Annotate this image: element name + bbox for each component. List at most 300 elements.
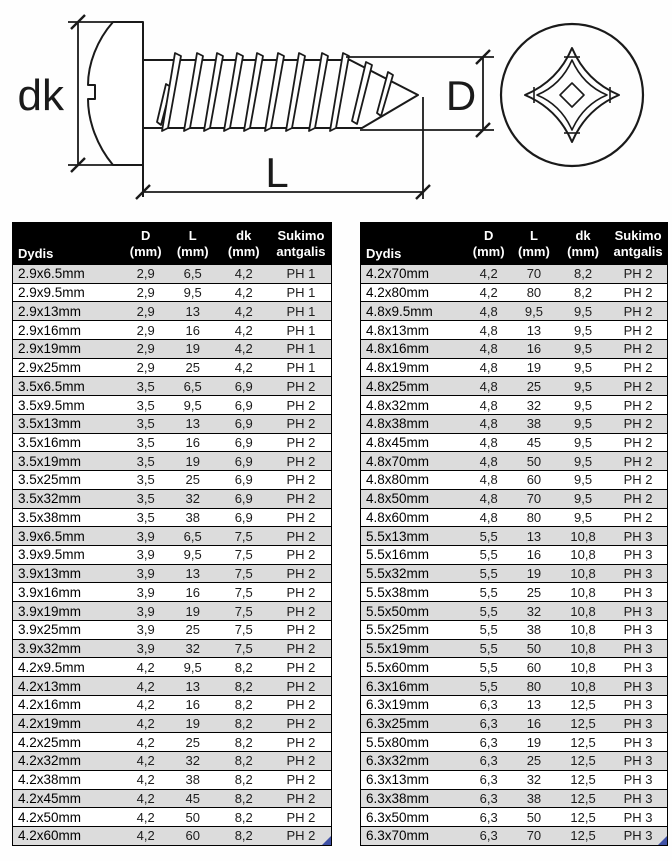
size-cell: 3.5x19mm [13, 452, 123, 471]
d-dimension-label: D [445, 72, 477, 119]
l-cell: 38 [169, 770, 217, 789]
drive-cell: PH 2 [609, 265, 667, 284]
table-row [361, 339, 668, 358]
size-cell: 4.2x16mm [13, 695, 123, 714]
l-cell: 50 [511, 808, 557, 827]
d-cell: 2,9 [123, 358, 169, 377]
table-row [361, 302, 668, 321]
table-row [13, 489, 332, 508]
l-cell: 16 [169, 695, 217, 714]
l-cell: 6,5 [169, 527, 217, 546]
table-row [361, 471, 668, 490]
col-header-d-line1: D [483, 227, 494, 243]
table-row [13, 620, 332, 639]
l-cell: 32 [511, 770, 557, 789]
l-cell: 19 [511, 564, 557, 583]
l-cell: 25 [169, 620, 217, 639]
size-cell: 3.9x16mm [13, 583, 123, 602]
drive-cell: PH 3 [609, 770, 667, 789]
drive-cell: PH 2 [271, 602, 332, 621]
drive-cell: PH 3 [609, 564, 667, 583]
dk-cell: 12,5 [557, 808, 609, 827]
col-header-size: Dydis [361, 223, 467, 265]
l-cell: 38 [511, 620, 557, 639]
l-cell: 13 [169, 564, 217, 583]
drive-cell: PH 2 [271, 546, 332, 565]
d-cell: 5,5 [466, 546, 511, 565]
size-cell: 6.3x70mm [361, 827, 467, 846]
l-cell: 25 [511, 752, 557, 771]
table-row [361, 358, 668, 377]
d-cell: 4,8 [466, 339, 511, 358]
table-row [361, 377, 668, 396]
size-cell: 5.5x32mm [361, 564, 467, 583]
table-row [361, 321, 668, 340]
drive-cell: PH 2 [271, 752, 332, 771]
col-header-l-line2: (mm) [518, 243, 550, 259]
table-row [13, 583, 332, 602]
dk-cell: 10,8 [557, 527, 609, 546]
dk-cell: 7,5 [217, 564, 271, 583]
drive-cell: PH 2 [609, 508, 667, 527]
d-cell: 3,5 [123, 414, 169, 433]
dk-cell: 12,5 [557, 827, 609, 846]
d-cell: 6,3 [466, 789, 511, 808]
drive-cell: PH 2 [271, 471, 332, 490]
l-cell: 16 [511, 339, 557, 358]
col-header-d [123, 223, 169, 265]
drive-cell: PH 2 [609, 358, 667, 377]
size-cell: 4.2x60mm [13, 827, 123, 846]
d-cell: 4,2 [123, 827, 169, 846]
size-cell: 4.8x38mm [361, 414, 467, 433]
drive-cell: PH 2 [271, 658, 332, 677]
size-cell: 4.8x9.5mm [361, 302, 467, 321]
size-cell: 2.9x25mm [13, 358, 123, 377]
drive-cell: PH 2 [271, 508, 332, 527]
dk-cell: 8,2 [217, 808, 271, 827]
l-cell: 13 [169, 302, 217, 321]
size-cell: 4.8x50mm [361, 489, 467, 508]
d-cell: 4,8 [466, 302, 511, 321]
size-cell: 4.2x45mm [13, 789, 123, 808]
table-row [361, 433, 668, 452]
size-cell: 2.9x13mm [13, 302, 123, 321]
col-header-l-line1: L [188, 227, 197, 243]
drive-cell: PH 2 [271, 808, 332, 827]
l-cell: 9,5 [169, 283, 217, 302]
l-cell: 60 [169, 827, 217, 846]
dk-cell: 6,9 [217, 508, 271, 527]
dk-cell: 12,5 [557, 770, 609, 789]
dk-cell: 9,5 [557, 377, 609, 396]
drive-cell: PH 2 [271, 452, 332, 471]
l-cell: 60 [511, 658, 557, 677]
drive-cell: PH 3 [609, 583, 667, 602]
size-cell: 4.2x13mm [13, 677, 123, 696]
col-header-d [466, 223, 511, 265]
dk-cell: 8,2 [217, 752, 271, 771]
l-cell: 32 [511, 396, 557, 415]
d-cell: 6,3 [466, 770, 511, 789]
sizes-table [360, 222, 668, 846]
l-cell: 45 [511, 433, 557, 452]
drive-cell: PH 1 [271, 302, 332, 321]
d-cell: 4,2 [466, 265, 511, 284]
table-row [13, 752, 332, 771]
dk-cell: 9,5 [557, 471, 609, 490]
table-row [13, 546, 332, 565]
col-header-dk-line2: (mm) [227, 243, 260, 259]
drive-cell: PH 3 [609, 639, 667, 658]
col-header-dk [217, 223, 271, 265]
l-cell: 32 [169, 752, 217, 771]
drive-cell: PH 2 [271, 677, 332, 696]
l-cell: 16 [511, 714, 557, 733]
l-cell: 19 [511, 733, 557, 752]
size-cell: 3.9x25mm [13, 620, 123, 639]
d-cell: 2,9 [123, 321, 169, 340]
table-row [361, 508, 668, 527]
size-cell: 6.3x38mm [361, 789, 467, 808]
table-row [13, 808, 332, 827]
col-header-d-line2: (mm) [472, 243, 505, 259]
size-cell: 5.5x50mm [361, 602, 467, 621]
size-cell: 4.2x38mm [13, 770, 123, 789]
size-cell: 2.9x9.5mm [13, 283, 123, 302]
drive-cell: PH 3 [609, 658, 667, 677]
table-row [13, 564, 332, 583]
table-row [361, 414, 668, 433]
d-cell: 4,2 [123, 770, 169, 789]
size-cell: 2.9x16mm [13, 321, 123, 340]
l-cell: 25 [169, 358, 217, 377]
drive-cell: PH 2 [271, 396, 332, 415]
drive-cell: PH 3 [609, 808, 667, 827]
drive-cell: PH 2 [609, 377, 667, 396]
dk-cell: 7,5 [217, 583, 271, 602]
l-cell: 19 [169, 602, 217, 621]
d-cell: 3,9 [123, 527, 169, 546]
size-cell: 5.5x25mm [361, 620, 467, 639]
table-header [13, 223, 332, 265]
dk-cell: 4,2 [217, 321, 271, 340]
d-cell: 3,9 [123, 639, 169, 658]
l-cell: 16 [169, 433, 217, 452]
table-row [13, 414, 332, 433]
dk-cell: 12,5 [557, 733, 609, 752]
l-cell: 70 [511, 489, 557, 508]
size-cell: 4.2x32mm [13, 752, 123, 771]
table-row [361, 639, 668, 658]
drive-cell: PH 2 [609, 321, 667, 340]
col-header-dk [557, 223, 609, 265]
d-cell: 3,5 [123, 471, 169, 490]
col-header-drive [271, 223, 332, 265]
drive-cell: PH 3 [609, 714, 667, 733]
dk-cell: 7,5 [217, 620, 271, 639]
dk-cell: 8,2 [217, 695, 271, 714]
size-cell: 3.9x6.5mm [13, 527, 123, 546]
spec-table-left [12, 222, 332, 846]
l-cell: 6,5 [169, 265, 217, 284]
table-row [13, 639, 332, 658]
table-row [13, 789, 332, 808]
size-cell: 5.5x80mm [361, 733, 467, 752]
dk-cell: 10,8 [557, 658, 609, 677]
table-row [361, 602, 668, 621]
dk-cell: 10,8 [557, 639, 609, 658]
table-row [361, 527, 668, 546]
l-cell: 19 [511, 358, 557, 377]
d-cell: 3,5 [123, 508, 169, 527]
dk-cell: 9,5 [557, 414, 609, 433]
drive-cell: PH 3 [609, 620, 667, 639]
dk-cell: 8,2 [217, 733, 271, 752]
table-row [13, 396, 332, 415]
l-cell: 25 [169, 471, 217, 490]
table-row [13, 321, 332, 340]
d-cell: 2,9 [123, 265, 169, 284]
size-cell: 3.5x6.5mm [13, 377, 123, 396]
drive-cell: PH 3 [609, 752, 667, 771]
drive-cell: PH 2 [271, 789, 332, 808]
drive-cell: PH 3 [609, 789, 667, 808]
table-body [13, 265, 332, 846]
col-header-l-line2: (mm) [176, 243, 209, 259]
dk-cell: 6,9 [217, 433, 271, 452]
dk-cell: 9,5 [557, 358, 609, 377]
dk-cell: 12,5 [557, 752, 609, 771]
l-cell: 13 [511, 321, 557, 340]
dk-cell: 9,5 [557, 396, 609, 415]
d-cell: 4,8 [466, 433, 511, 452]
d-cell: 4,2 [123, 789, 169, 808]
dk-cell: 9,5 [557, 339, 609, 358]
head-outline-circle [501, 24, 643, 166]
table-row [13, 433, 332, 452]
d-cell: 4,8 [466, 377, 511, 396]
dk-cell: 4,2 [217, 339, 271, 358]
l-cell: 38 [511, 789, 557, 808]
size-cell: 4.2x9.5mm [13, 658, 123, 677]
drive-cell: PH 2 [271, 733, 332, 752]
dk-cell: 7,5 [217, 546, 271, 565]
drive-cell: PH 2 [271, 377, 332, 396]
dk-cell: 9,5 [557, 433, 609, 452]
drive-cell: PH 2 [271, 583, 332, 602]
dk-cell: 4,2 [217, 302, 271, 321]
drive-cell: PH 2 [271, 414, 332, 433]
dk-cell: 8,2 [217, 658, 271, 677]
d-cell: 4,2 [123, 714, 169, 733]
drive-cell: PH 3 [609, 827, 667, 846]
size-cell: 4.8x80mm [361, 471, 467, 490]
size-cell: 3.5x9.5mm [13, 396, 123, 415]
d-cell: 6,3 [466, 733, 511, 752]
size-cell: 5.5x38mm [361, 583, 467, 602]
d-cell: 2,9 [123, 339, 169, 358]
dk-cell: 6,9 [217, 396, 271, 415]
size-cell: 4.8x32mm [361, 396, 467, 415]
screw-technical-drawing [0, 0, 672, 215]
col-header-drive [609, 223, 667, 265]
dk-cell: 10,8 [557, 602, 609, 621]
l-cell: 9,5 [169, 546, 217, 565]
d-cell: 4,8 [466, 452, 511, 471]
l-cell: 19 [169, 452, 217, 471]
col-header-l [511, 223, 557, 265]
table-row [361, 752, 668, 771]
d-cell: 5,5 [466, 639, 511, 658]
d-cell: 3,9 [123, 583, 169, 602]
d-cell: 6,3 [466, 808, 511, 827]
table-row [13, 283, 332, 302]
size-cell: 6.3x32mm [361, 752, 467, 771]
table-row [361, 714, 668, 733]
dk-cell: 7,5 [217, 639, 271, 658]
d-cell: 4,2 [466, 283, 511, 302]
col-header-l-line1: L [529, 227, 538, 243]
l-cell: 13 [511, 527, 557, 546]
table-row [361, 770, 668, 789]
table-row [13, 508, 332, 527]
dk-cell: 10,8 [557, 677, 609, 696]
size-cell: 3.9x13mm [13, 564, 123, 583]
size-cell: 6.3x19mm [361, 695, 467, 714]
d-cell: 4,2 [123, 808, 169, 827]
col-header-drive-line2: antgalis [613, 243, 663, 259]
l-cell: 25 [511, 583, 557, 602]
col-header-d-line2: (mm) [129, 243, 162, 259]
l-cell: 19 [169, 714, 217, 733]
col-header-dk-line1: dk [236, 227, 252, 243]
l-cell: 32 [169, 639, 217, 658]
dk-cell: 12,5 [557, 695, 609, 714]
l-cell: 60 [511, 471, 557, 490]
l-cell: 25 [511, 377, 557, 396]
col-header-l [169, 223, 217, 265]
drive-cell: PH 2 [609, 414, 667, 433]
size-cell: 4.8x45mm [361, 433, 467, 452]
d-cell: 4,2 [123, 752, 169, 771]
table-row [361, 620, 668, 639]
table-row [13, 714, 332, 733]
table-row [361, 733, 668, 752]
drive-cell: PH 2 [271, 639, 332, 658]
size-cell: 6.3x50mm [361, 808, 467, 827]
table-row [361, 564, 668, 583]
d-cell: 5,5 [466, 677, 511, 696]
table-row [361, 489, 668, 508]
table-row [361, 283, 668, 302]
table-row [13, 770, 332, 789]
table-row [13, 339, 332, 358]
drive-cell: PH 1 [271, 339, 332, 358]
l-cell: 16 [169, 321, 217, 340]
l-cell: 80 [511, 508, 557, 527]
d-cell: 5,5 [466, 583, 511, 602]
l-cell: 13 [511, 695, 557, 714]
l-cell: 25 [169, 733, 217, 752]
l-cell: 45 [169, 789, 217, 808]
d-cell: 4,8 [466, 489, 511, 508]
l-dimension-label: L [265, 149, 289, 196]
table-row [13, 677, 332, 696]
table-row [13, 265, 332, 284]
col-header-size: Dydis [13, 223, 123, 265]
l-cell: 13 [169, 414, 217, 433]
d-cell: 4,8 [466, 396, 511, 415]
table-row [361, 583, 668, 602]
table-row [361, 808, 668, 827]
dk-cell: 8,2 [217, 789, 271, 808]
drive-cell: PH 1 [271, 283, 332, 302]
size-cell: 3.5x16mm [13, 433, 123, 452]
dk-cell: 10,8 [557, 583, 609, 602]
size-cell: 4.2x19mm [13, 714, 123, 733]
size-cell: 4.8x70mm [361, 452, 467, 471]
size-cell: 3.5x25mm [13, 471, 123, 490]
table-row [361, 452, 668, 471]
d-cell: 3,5 [123, 452, 169, 471]
d-cell: 6,3 [466, 827, 511, 846]
size-cell: 6.3x25mm [361, 714, 467, 733]
col-header-drive-line1: Sukimo [277, 227, 325, 243]
d-cell: 4,2 [123, 658, 169, 677]
dk-cell: 6,9 [217, 414, 271, 433]
d-cell: 2,9 [123, 302, 169, 321]
size-cell: 4.2x50mm [13, 808, 123, 827]
table-row [361, 695, 668, 714]
table-row [361, 546, 668, 565]
size-cell: 6.3x16mm [361, 677, 467, 696]
l-cell: 50 [169, 808, 217, 827]
table-row [13, 358, 332, 377]
d-cell: 3,9 [123, 602, 169, 621]
d-cell: 6,3 [466, 695, 511, 714]
size-cell: 4.8x60mm [361, 508, 467, 527]
drive-cell: PH 2 [609, 433, 667, 452]
sizes-table [12, 222, 332, 846]
drive-cell: PH 3 [609, 677, 667, 696]
dk-cell: 12,5 [557, 714, 609, 733]
l-cell: 70 [511, 827, 557, 846]
drive-cell: PH 2 [271, 714, 332, 733]
d-cell: 3,9 [123, 564, 169, 583]
table-row [13, 377, 332, 396]
table-row [361, 789, 668, 808]
drive-cell: PH 2 [609, 396, 667, 415]
size-cell: 4.8x13mm [361, 321, 467, 340]
dk-cell: 12,5 [557, 789, 609, 808]
dk-cell: 8,2 [217, 770, 271, 789]
dk-cell: 10,8 [557, 564, 609, 583]
drive-cell: PH 3 [609, 733, 667, 752]
d-cell: 3,5 [123, 433, 169, 452]
l-cell: 50 [511, 452, 557, 471]
l-cell: 38 [511, 414, 557, 433]
l-cell: 80 [511, 677, 557, 696]
table-row [13, 471, 332, 490]
col-header-dk-line1: dk [575, 227, 591, 243]
table-row [13, 733, 332, 752]
paste-corner-handle-icon [658, 836, 667, 845]
dk-cell: 10,8 [557, 546, 609, 565]
l-cell: 50 [511, 639, 557, 658]
l-cell: 9,5 [511, 302, 557, 321]
drive-cell: PH 3 [609, 602, 667, 621]
